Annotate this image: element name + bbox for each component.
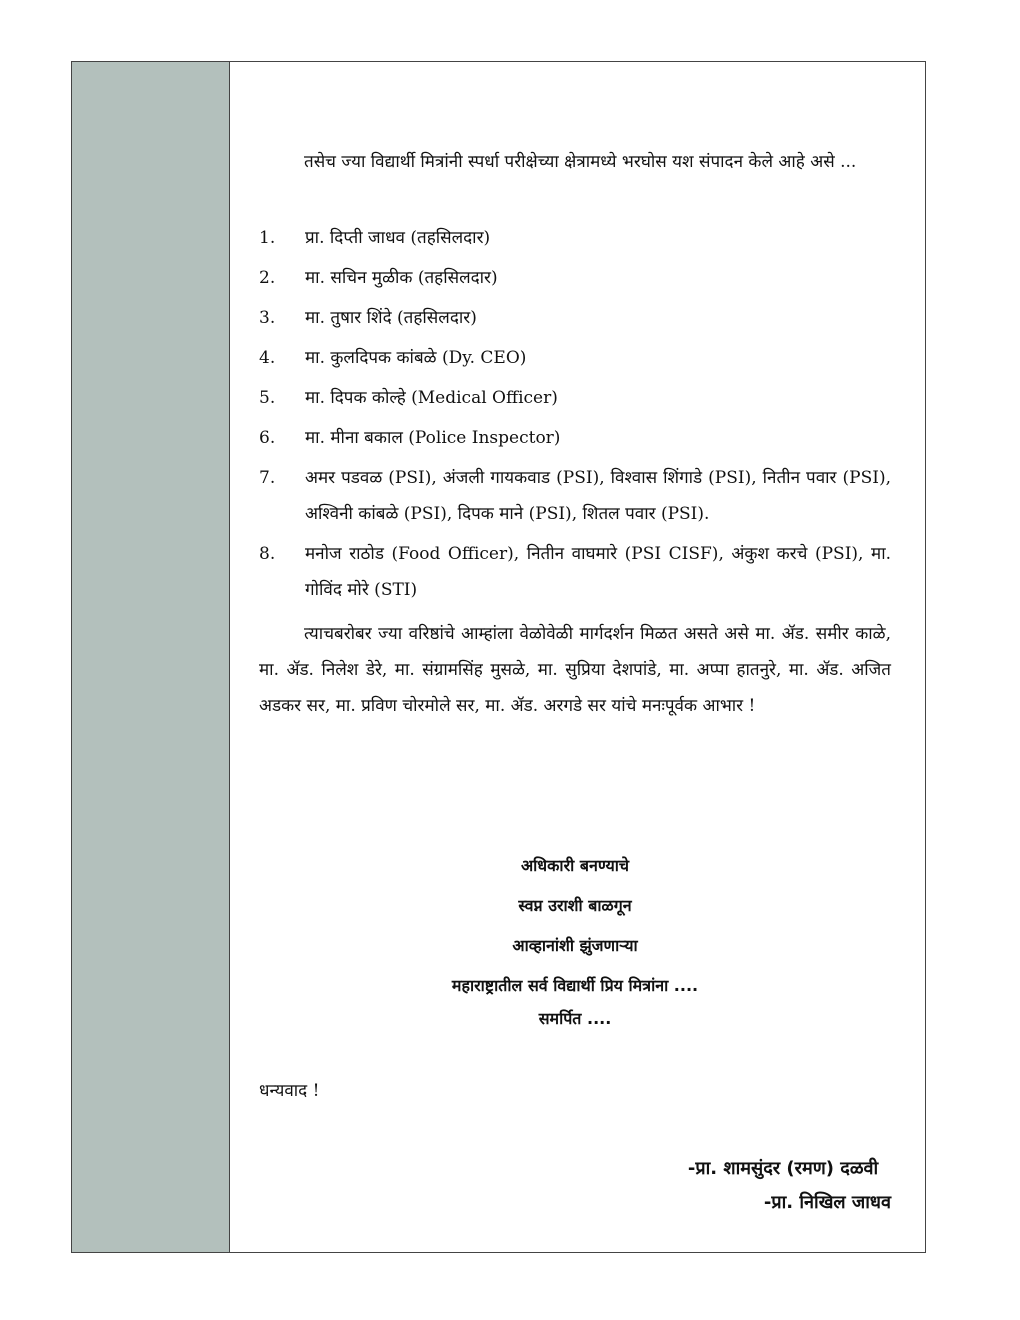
- dedication-line: महाराष्ट्रातील सर्व विद्यार्थी प्रिय मित्रांना ....: [451, 976, 699, 995]
- list-item: 2. मा. सचिन मुळीक (तहसिलदार): [259, 268, 498, 288]
- intro-paragraph: तसेच ज्या विद्यार्थी मित्रांनी स्पर्धा परीक्षेच्या क्षेत्रामध्ये भरघोस यश संपादन केले आहे असे ...: [304, 152, 857, 172]
- page-frame: [71, 61, 926, 1253]
- dedication-line: अधिकारी बनण्याचे: [520, 856, 630, 875]
- achievers-list: [259, 220, 891, 612]
- page-content: [259, 62, 891, 1252]
- dedication-block: [259, 846, 891, 1036]
- list-item: 3. मा. तुषार शिंदे (तहसिलदार): [259, 308, 477, 328]
- signature-block: [688, 1152, 891, 1220]
- closing-thanks: धन्यवाद !: [259, 1081, 320, 1101]
- dedication-line: समर्पित ....: [538, 1009, 612, 1028]
- list-item: 5. मा. दिपक कोल्हे (Medical Officer): [259, 388, 558, 408]
- list-item: 8. मनोज राठोड (Food Officer), नितीन वाघमारे (PSI CISF), अंकुश करचे (PSI), मा. गोविंद मोरे (STI): [259, 544, 891, 600]
- list-item: 6. मा. मीना बकाल (Police Inspector): [259, 428, 561, 448]
- left-sidebar-band: [72, 62, 230, 1252]
- signature-line: -प्रा. शामसुंदर (रमण) दळवी: [687, 1158, 879, 1179]
- list-item: 1. प्रा. दिप्ती जाधव (तहसिलदार): [259, 228, 491, 248]
- list-item: 7. अमर पडवळ (PSI), अंजली गायकवाड (PSI), विश्वास शिंगाडे (PSI), नितीन पवार (PSI), अश्विनी कांबळे (PSI), दिपक माने (PSI), शितल पवार (PSI).: [259, 468, 891, 524]
- signature-line: -प्रा. निखिल जाधव: [763, 1192, 891, 1213]
- thanks-paragraph: त्याचबरोबर ज्या वरिष्ठांचे आम्हांला वेळोवेळी मार्गदर्शन मिळत असते असे मा. ॲड. समीर काळे, मा. ॲड. निलेश डेरे, मा. संग्रामसिंह मुसळे, मा. सुप्रिया देशपांडे, मा. अप्पा हातनुरे, मा. ॲड. अजित अडकर सर, मा. प्रविण चोरमोले सर, मा. ॲड. अरगडे सर यांचे मनःपूर्वक आभार !: [259, 624, 891, 716]
- dedication-line: आव्हानांशी झुंजणाऱ्या: [512, 936, 638, 955]
- list-item: 4. मा. कुलदिपक कांबळे (Dy. CEO): [259, 348, 527, 368]
- dedication-line: स्वप्न उराशी बाळगून: [518, 896, 632, 915]
